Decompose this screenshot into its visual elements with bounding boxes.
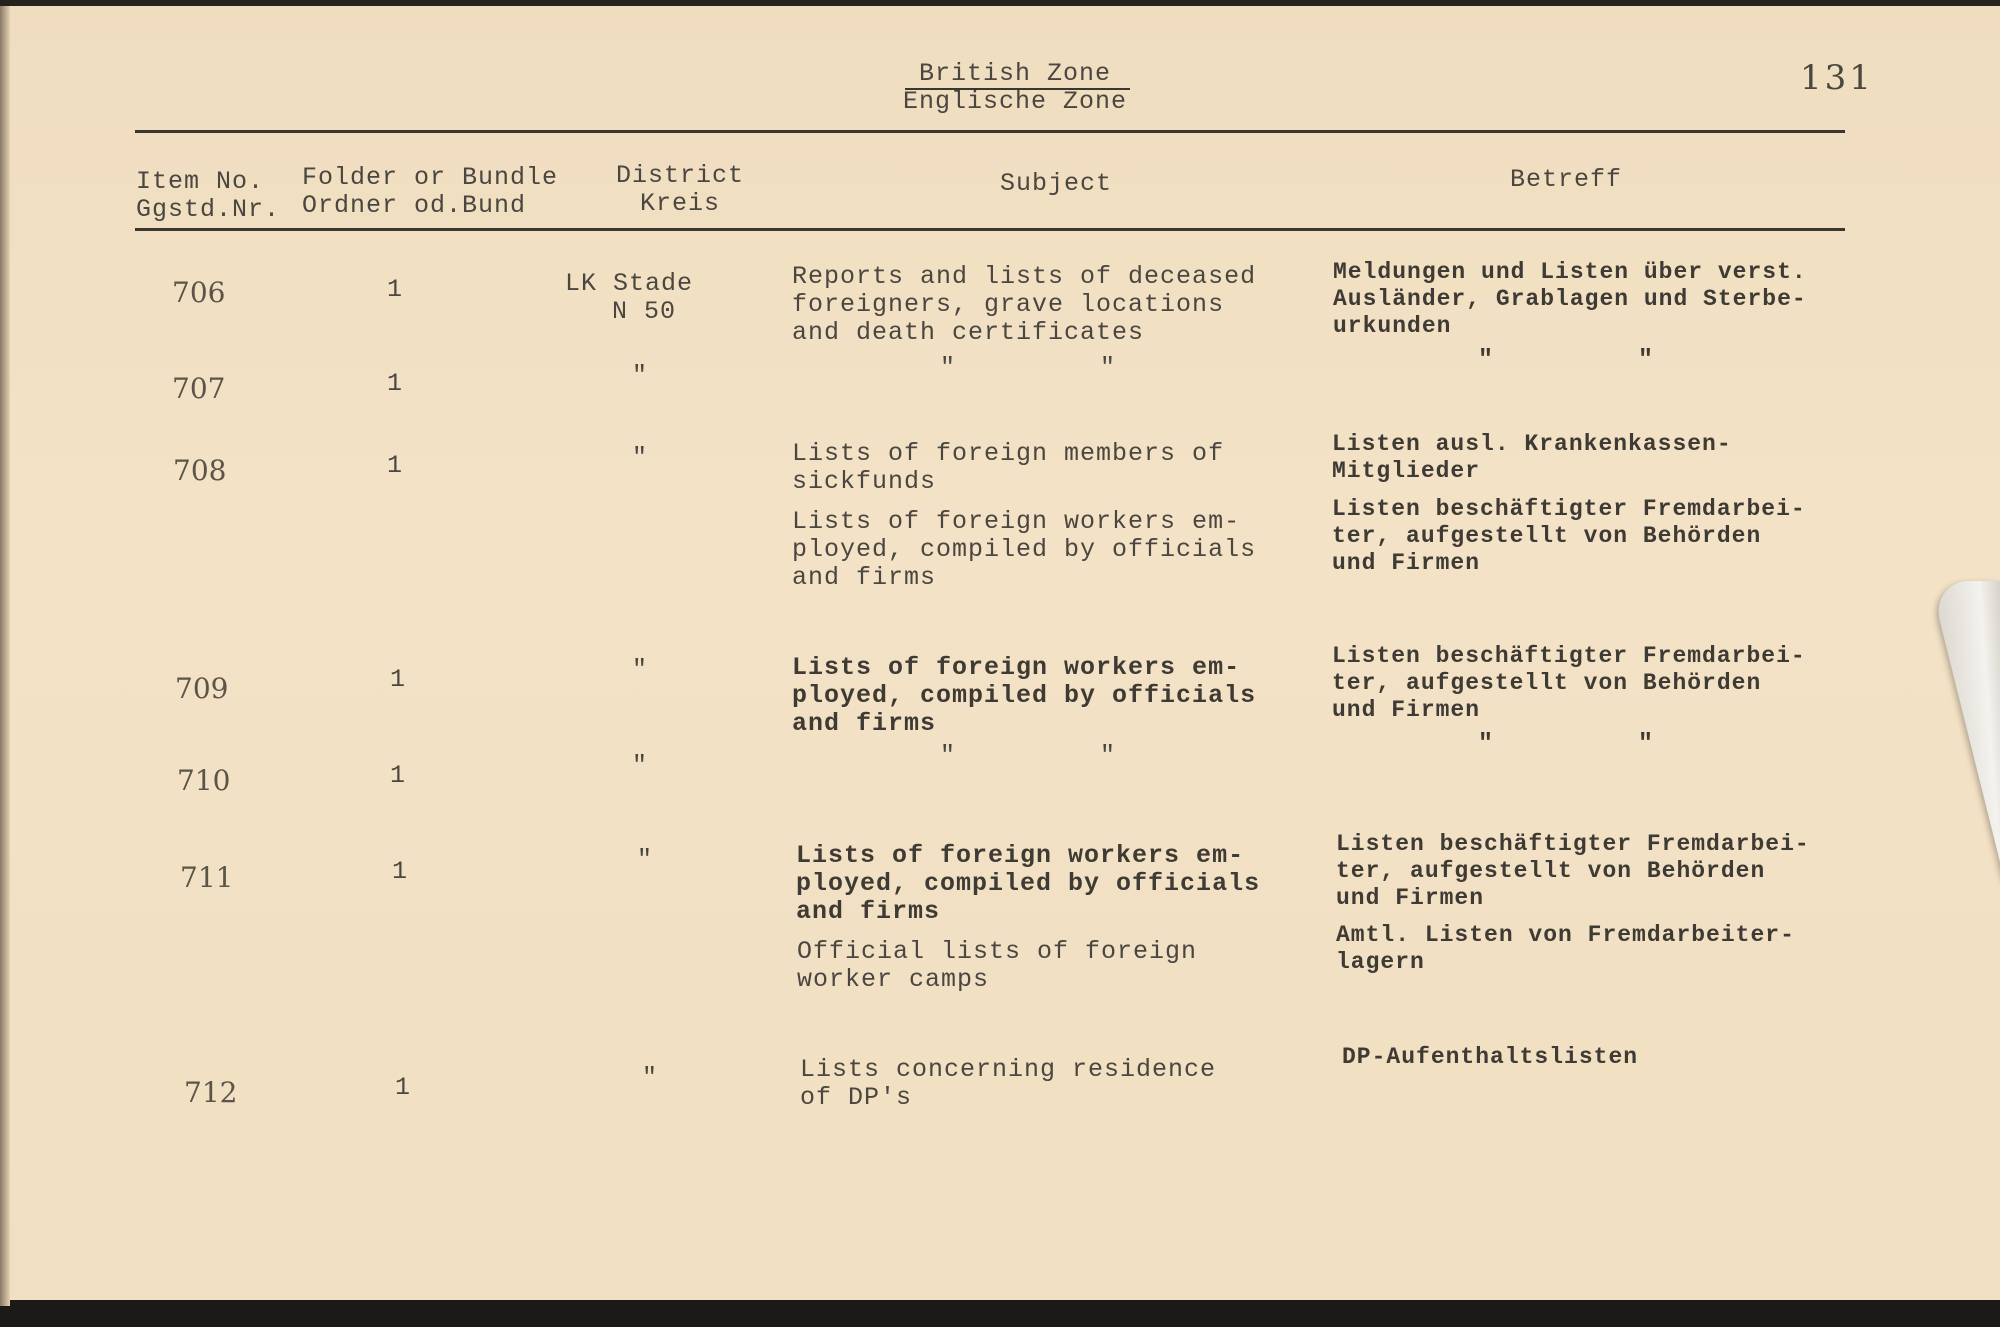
col-header-betreff: Betreff: [1510, 165, 1623, 194]
col-header-item-en: Item No.: [136, 167, 265, 196]
folder-count: 1: [390, 761, 407, 790]
district: LK Stade: [565, 269, 694, 298]
betreff-text: Listen ausl. Krankenkassen- Mitglieder: [1332, 431, 1732, 484]
betreff-ditto: " ": [1478, 729, 1655, 758]
district-ditto: ": [632, 751, 649, 780]
col-header-folder-de: Ordner od.Bund: [302, 191, 527, 220]
item-number: 711: [180, 861, 234, 894]
col-header-folder-en: Folder or Bundle: [302, 163, 559, 192]
betreff-text: Listen beschäftigter Fremdarbei- ter, aufgestellt von Behörden und Firmen: [1332, 643, 1806, 723]
subject-ditto: " ": [940, 741, 1117, 770]
subject-text: Lists of foreign workers em- ployed, compiled by officials and firms: [792, 653, 1257, 738]
betreff-text-secondary: Listen beschäftigter Fremdarbei- ter, aufgestellt von Behörden und Firmen: [1332, 496, 1806, 576]
subject-text: Lists concerning residence of DP's: [800, 1055, 1217, 1112]
betreff-ditto: " ": [1478, 345, 1655, 374]
subject-text-secondary: Lists of foreign workers em- ployed, compiled by officials and firms: [792, 507, 1257, 592]
folder-count: 1: [387, 451, 404, 480]
item-number: 708: [173, 454, 227, 487]
subject-text: Lists of foreign members of sickfunds: [792, 439, 1225, 496]
item-number: 706: [172, 276, 226, 309]
folder-count: 1: [395, 1073, 412, 1102]
item-number: 710: [177, 764, 231, 797]
district-ditto: ": [632, 655, 649, 684]
col-header-subject: Subject: [1000, 169, 1113, 198]
betreff-text: Meldungen und Listen über verst. Ausländer, Grablagen und Sterbe- urkunden: [1333, 259, 1807, 339]
district-code: N 50: [612, 297, 677, 326]
subject-text: Reports and lists of deceased foreigners, grave locations and death certificates: [792, 262, 1257, 347]
betreff-text: DP-Aufenthaltslisten: [1342, 1044, 1639, 1070]
folder-count: 1: [390, 665, 407, 694]
col-header-district-en: District: [615, 161, 745, 190]
betreff-text-secondary: Amtl. Listen von Fremdarbeiter- lagern: [1336, 922, 1795, 975]
betreff-text: Listen beschäftigter Fremdarbei- ter, aufgestellt von Behörden und Firmen: [1336, 831, 1810, 911]
top-rule: [135, 130, 1845, 133]
item-number: 709: [175, 672, 229, 705]
item-number: 707: [172, 372, 226, 405]
folder-count: 1: [387, 275, 404, 304]
folder-count: 1: [392, 857, 409, 886]
zone-title-de: Englische Zone: [902, 87, 1128, 116]
paper-clip: [1930, 581, 2000, 881]
col-header-item-de: Ggstd.Nr.: [136, 195, 281, 224]
subject-text: Lists of foreign workers em- ployed, compiled by officials and firms: [796, 841, 1261, 926]
district-ditto: ": [632, 443, 649, 472]
zone-title-en: British Zone: [918, 59, 1112, 88]
subject-text-secondary: Official lists of foreign worker camps: [797, 937, 1198, 994]
subject-ditto: " ": [940, 353, 1117, 382]
page-number: 131: [1800, 58, 1874, 98]
item-number: 712: [184, 1076, 238, 1109]
header-rule: [135, 228, 1845, 231]
folder-count: 1: [387, 369, 404, 398]
district-ditto: ": [637, 845, 654, 874]
page-edge: [0, 6, 10, 1306]
district-ditto: ": [632, 361, 649, 390]
district-ditto: ": [642, 1063, 659, 1092]
col-header-district-de: Kreis: [639, 189, 720, 218]
